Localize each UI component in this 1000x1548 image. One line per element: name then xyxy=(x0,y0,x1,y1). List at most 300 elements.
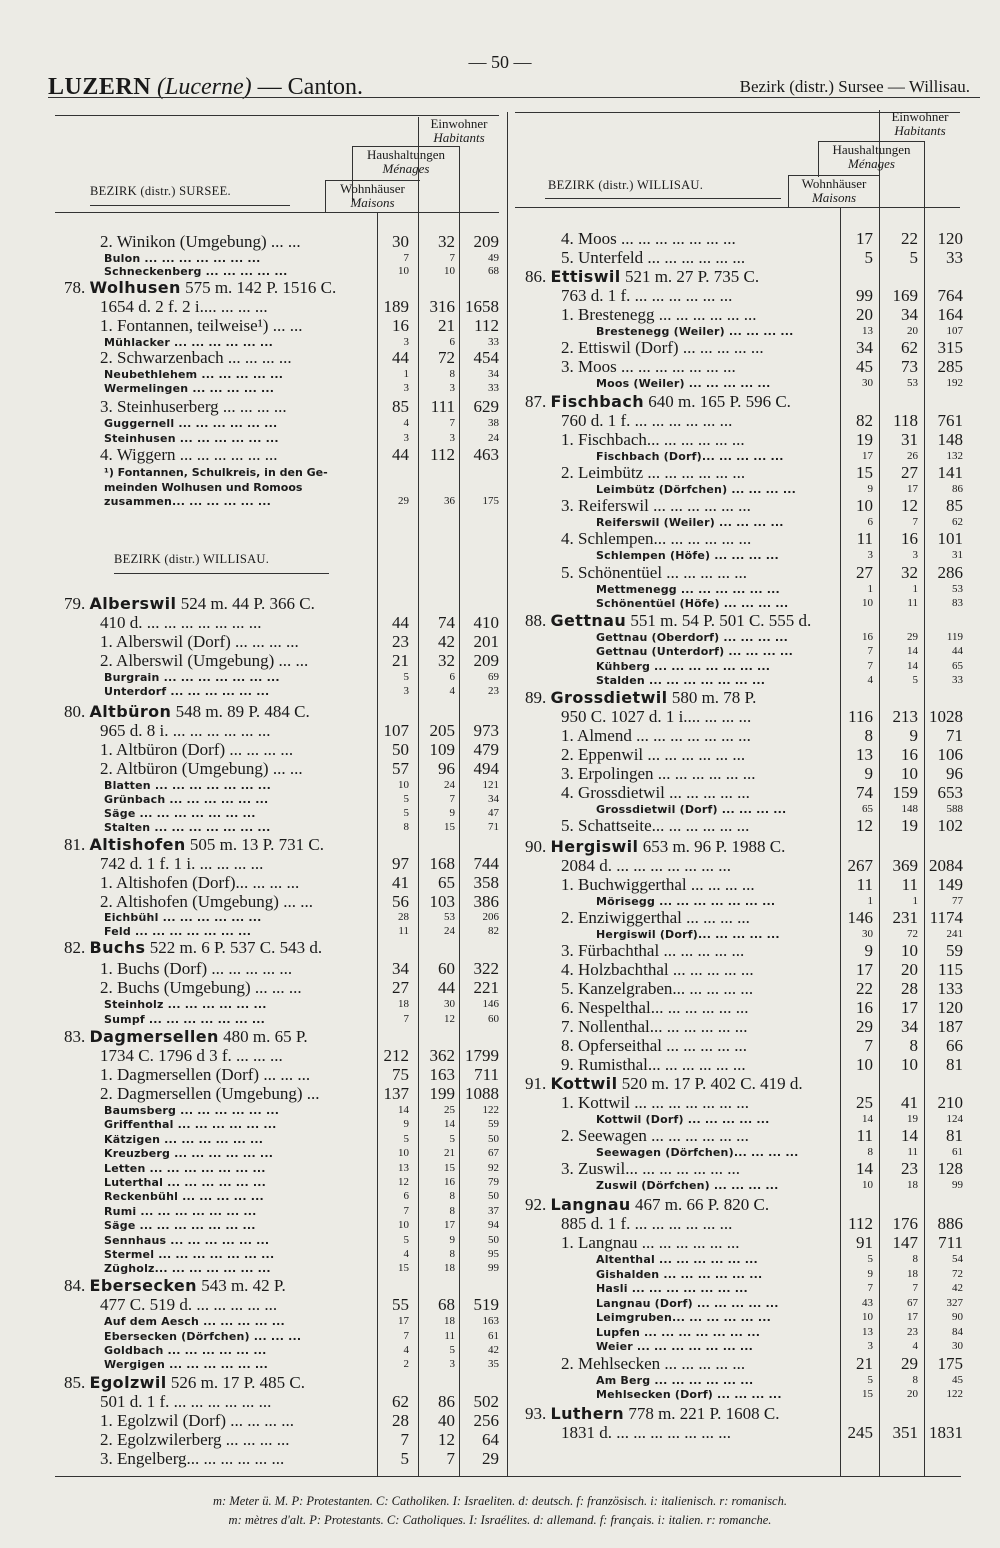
row-label: Kottwil (Dorf) ... ... ... ... ... xyxy=(596,1113,770,1126)
row-label: 3. Reiferswil ... ... ... ... ... ... xyxy=(561,496,751,515)
header-canton-french: (Lucerne) xyxy=(157,74,252,100)
haushaltungen-value: 7 xyxy=(449,793,455,805)
haushaltungen-value: 112 xyxy=(430,445,455,464)
wohnhaeuser-value: 7 xyxy=(867,1282,873,1294)
einwohner-value: 81 xyxy=(946,1055,963,1074)
wohnhaeuser-value: 1 xyxy=(867,583,873,595)
einwohner-value: 59 xyxy=(488,1118,499,1130)
haushaltungen-value: 19 xyxy=(907,1113,918,1125)
einwohner-value: 322 xyxy=(473,959,499,978)
left-header-bottom-rule xyxy=(55,212,499,213)
district-willisau-underline-left xyxy=(114,573,329,574)
einwohner-value: 38 xyxy=(488,417,499,429)
haushaltungen-value: 231 xyxy=(892,908,918,927)
haushaltungen-value: 316 xyxy=(429,297,455,316)
einwohner-value: 86 xyxy=(952,483,963,495)
einwohner-value: 101 xyxy=(937,529,963,548)
haushaltungen-value: 10 xyxy=(901,941,918,960)
haushaltungen-value: 9 xyxy=(909,726,918,745)
einwohner-value: 34 xyxy=(488,793,499,805)
row-label: Moos (Weiler) ... ... ... ... ... xyxy=(596,377,771,390)
einwohner-value: 112 xyxy=(474,316,499,335)
row-label: Wergigen ... ... ... ... ... ... xyxy=(104,1358,269,1371)
row-label: 763 d. 1 f. ... ... ... ... ... ... xyxy=(561,286,733,305)
right-col-haushaltungen xyxy=(818,143,925,171)
row-label xyxy=(525,392,838,412)
municipality-name: Fischbach xyxy=(550,392,645,411)
haushaltungen-value: 169 xyxy=(892,286,918,305)
left-einwohner-label: Einwohner xyxy=(430,116,488,131)
wohnhaeuser-value: 5 xyxy=(867,1253,873,1265)
einwohner-value: 65 xyxy=(952,660,963,672)
haushaltungen-value: 3 xyxy=(449,432,455,444)
einwohner-value: 42 xyxy=(952,1282,963,1294)
municipality-name: Ettiswil xyxy=(550,267,621,286)
wohnhaeuser-value: 3 xyxy=(403,432,409,444)
einwohner-value: 1658 xyxy=(465,297,499,316)
row-label xyxy=(64,278,376,298)
wohnhaeuser-value: 10 xyxy=(862,1179,873,1191)
haushaltungen-value: 3 xyxy=(449,1358,455,1370)
municipality-number: 84. xyxy=(64,1276,90,1295)
einwohner-value: 94 xyxy=(488,1219,499,1231)
wohnhaeuser-value: 3 xyxy=(867,549,873,561)
einwohner-value: 1174 xyxy=(929,908,963,927)
municipality-details: 467 m. 66 P. 820 C. xyxy=(630,1195,770,1214)
row-label: 4. Moos ... ... ... ... ... ... ... xyxy=(561,229,736,248)
municipality-name: Alberswil xyxy=(89,594,177,613)
haushaltungen-value: 3 xyxy=(449,382,455,394)
municipality-details: 522 m. 6 P. 537 C. 543 d. xyxy=(145,938,323,957)
wohnhaeuser-value: 6 xyxy=(403,1190,409,1202)
einwohner-value: 120 xyxy=(937,229,963,248)
row-label: Sennhaus ... ... ... ... ... ... xyxy=(104,1234,270,1247)
haushaltungen-value: 96 xyxy=(438,759,455,778)
einwohner-value: 973 xyxy=(473,721,499,740)
einwohner-value: 79 xyxy=(488,1176,499,1188)
haushaltungen-value: 36 xyxy=(444,495,455,507)
right-habitants-label: Habitants xyxy=(894,123,946,138)
einwohner-value: 119 xyxy=(946,631,963,643)
municipality-details: 505 m. 13 P. 731 C. xyxy=(185,835,324,854)
row-label: 4. Holzbachthal ... ... ... ... ... xyxy=(561,960,754,979)
municipality-name: Gettnau xyxy=(550,611,627,630)
einwohner-value: 37 xyxy=(488,1205,499,1217)
einwohner-value: 84 xyxy=(952,1326,963,1338)
haushaltungen-value: 16 xyxy=(901,529,918,548)
municipality-number: 91. xyxy=(525,1074,551,1093)
right-vline-haushaltungen-top xyxy=(818,141,819,177)
municipality-number: 90. xyxy=(525,837,551,856)
wohnhaeuser-value: 9 xyxy=(403,1118,409,1130)
row-label: 3. Engelberg... ... ... ... ... ... xyxy=(100,1449,285,1468)
einwohner-value: 121 xyxy=(482,779,499,791)
einwohner-value: 192 xyxy=(946,377,963,389)
einwohner-value: 30 xyxy=(952,1340,963,1352)
einwohner-value: 69 xyxy=(488,671,499,683)
haushaltungen-value: 20 xyxy=(907,1388,918,1400)
haushaltungen-value: 15 xyxy=(444,821,455,833)
wohnhaeuser-value: 15 xyxy=(856,463,873,482)
row-label: 9. Rumisthal... ... ... ... ... ... xyxy=(561,1055,746,1074)
wohnhaeuser-value: 17 xyxy=(398,1315,409,1327)
municipality-details: 575 m. 142 P. 1516 C. xyxy=(180,278,337,297)
row-label: 1. Fontannen, teilweise¹) ... ... xyxy=(100,316,303,335)
row-label: 1. Fischbach... ... ... ... ... ... xyxy=(561,430,745,449)
wohnhaeuser-value: 30 xyxy=(862,928,873,940)
einwohner-value: 31 xyxy=(952,549,963,561)
municipality-name: Buchs xyxy=(89,938,146,957)
row-label: Schneckenberg ... ... ... ... ... xyxy=(104,265,288,278)
row-label: Langnau (Dorf) ... ... ... ... ... xyxy=(596,1297,779,1310)
einwohner-value: 115 xyxy=(938,960,963,979)
wohnhaeuser-value: 11 xyxy=(398,925,409,937)
row-label xyxy=(64,594,376,614)
einwohner-value: 711 xyxy=(938,1233,963,1252)
haushaltungen-value: 26 xyxy=(907,450,918,462)
haushaltungen-value: 11 xyxy=(901,875,918,894)
wohnhaeuser-value: 5 xyxy=(403,1234,409,1246)
einwohner-value: 761 xyxy=(937,411,963,430)
left-rule-wohnhaeuser xyxy=(325,180,420,181)
wohnhaeuser-value: 2 xyxy=(403,1358,409,1370)
row-label: 885 d. 1 f. ... ... ... ... ... ... xyxy=(561,1214,733,1233)
haushaltungen-value: 12 xyxy=(901,496,918,515)
row-label: Fischbach (Dorf)... ... ... ... ... xyxy=(596,450,784,463)
left-haushaltungen-label: Haushaltungen xyxy=(367,147,445,162)
municipality-details: 548 m. 89 P. 484 C. xyxy=(171,702,310,721)
row-label: 4. Schlempen... ... ... ... ... ... xyxy=(561,529,752,548)
wohnhaeuser-value: 116 xyxy=(848,707,873,726)
einwohner-value: 149 xyxy=(937,875,963,894)
left-col-wohnhaeuser xyxy=(325,182,420,210)
row-label: 1. Alberswil (Dorf) ... ... ... ... xyxy=(100,632,299,651)
haushaltungen-value: 67 xyxy=(907,1297,918,1309)
haushaltungen-value: 7 xyxy=(449,252,455,264)
wohnhaeuser-value: 27 xyxy=(856,563,873,582)
row-label: 2. Alberswil (Umgebung) ... ... xyxy=(100,651,309,670)
wohnhaeuser-value: 14 xyxy=(398,1104,409,1116)
einwohner-value: 24 xyxy=(488,432,499,444)
row-label: 2. Schwarzenbach ... ... ... ... xyxy=(100,348,292,367)
row-label: Gettnau (Oberdorf) ... ... ... ... xyxy=(596,631,788,644)
einwohner-value: 60 xyxy=(488,1013,499,1025)
right-wohnhaeuser-label: Wohnhäuser xyxy=(801,176,867,191)
wohnhaeuser-value: 7 xyxy=(864,1036,873,1055)
wohnhaeuser-value: 5 xyxy=(864,248,873,267)
wohnhaeuser-value: 14 xyxy=(856,1159,873,1178)
einwohner-value: 1799 xyxy=(465,1046,499,1065)
row-label: Feld ... ... ... ... ... ... ... xyxy=(104,925,252,938)
haushaltungen-value: 4 xyxy=(449,685,455,697)
row-label: meinden Wolhusen und Romoos xyxy=(104,481,303,494)
haushaltungen-value: 10 xyxy=(901,1055,918,1074)
einwohner-value: 106 xyxy=(937,745,963,764)
row-label xyxy=(525,1404,838,1424)
table-bottom-rule xyxy=(55,1476,961,1477)
wohnhaeuser-value: 15 xyxy=(862,1388,873,1400)
row-label: 1. Altbüron (Dorf) ... ... ... ... xyxy=(100,740,294,759)
row-label: Baumsberg ... ... ... ... ... ... xyxy=(104,1104,280,1117)
einwohner-value: 81 xyxy=(946,1126,963,1145)
einwohner-value: 463 xyxy=(473,445,499,464)
row-label: Reckenbühl ... ... ... ... ... xyxy=(104,1190,264,1203)
municipality-name: Altbüron xyxy=(89,702,172,721)
row-label: 4. Wiggern ... ... ... ... ... ... xyxy=(100,445,278,464)
haushaltungen-value: 1 xyxy=(912,583,918,595)
einwohner-value: 23 xyxy=(488,685,499,697)
left-menages-label: Ménages xyxy=(382,161,430,176)
wohnhaeuser-value: 146 xyxy=(847,908,873,927)
wohnhaeuser-value: 17 xyxy=(862,450,873,462)
left-col-haushaltungen xyxy=(352,148,460,176)
einwohner-value: 206 xyxy=(482,911,499,923)
municipality-details: 653 m. 96 P. 1988 C. xyxy=(638,837,786,856)
einwohner-value: 50 xyxy=(488,1234,499,1246)
wohnhaeuser-value: 5 xyxy=(403,793,409,805)
einwohner-value: 45 xyxy=(952,1374,963,1386)
wohnhaeuser-value: 112 xyxy=(848,1214,873,1233)
haushaltungen-value: 4 xyxy=(912,1340,918,1352)
row-label xyxy=(525,837,838,857)
einwohner-value: 128 xyxy=(937,1159,963,1178)
municipality-details: 551 m. 54 P. 501 C. 555 d. xyxy=(626,611,812,630)
left-rule-haushaltungen xyxy=(352,146,460,147)
row-label: 1. Buchs (Dorf) ... ... ... ... ... xyxy=(100,959,293,978)
right-maisons-label: Maisons xyxy=(811,190,857,205)
einwohner-value: 47 xyxy=(488,807,499,819)
row-label: Stalden ... ... ... ... ... ... ... xyxy=(596,674,766,687)
row-label: Luterthal ... ... ... ... ... ... xyxy=(104,1176,267,1189)
haushaltungen-value: 14 xyxy=(907,645,918,657)
row-label: 2084 d. ... ... ... ... ... ... ... xyxy=(561,856,731,875)
row-label: Hergiswil (Dorf)... ... ... ... ... xyxy=(596,928,780,941)
haushaltungen-value: 32 xyxy=(901,563,918,582)
haushaltungen-value: 53 xyxy=(444,911,455,923)
haushaltungen-value: 159 xyxy=(892,783,918,802)
einwohner-value: 327 xyxy=(946,1297,963,1309)
wohnhaeuser-value: 65 xyxy=(862,803,873,815)
haushaltungen-value: 20 xyxy=(907,325,918,337)
einwohner-value: 83 xyxy=(952,597,963,609)
row-label: 3. Erpolingen ... ... ... ... ... ... xyxy=(561,764,756,783)
row-label: 410 d. ... ... ... ... ... ... ... xyxy=(100,613,262,632)
haushaltungen-value: 103 xyxy=(429,892,455,911)
row-label: 2. Altbüron (Umgebung) ... ... xyxy=(100,759,303,778)
row-label: Leimbütz (Dörfchen) ... ... ... ... xyxy=(596,483,796,496)
haushaltungen-value: 74 xyxy=(438,613,455,632)
header-canton-name: LUZERN xyxy=(48,74,152,100)
einwohner-value: 44 xyxy=(952,645,963,657)
einwohner-value: 67 xyxy=(488,1147,499,1159)
wohnhaeuser-value: 3 xyxy=(403,336,409,348)
wohnhaeuser-value: 4 xyxy=(403,1344,409,1356)
right-rule-wohnhaeuser xyxy=(788,175,880,176)
wohnhaeuser-value: 7 xyxy=(867,660,873,672)
row-label: Säge ... ... ... ... ... ... ... xyxy=(104,807,256,820)
einwohner-value: 744 xyxy=(473,854,499,873)
einwohner-value: 886 xyxy=(937,1214,963,1233)
haushaltungen-value: 34 xyxy=(901,1017,918,1036)
einwohner-value: 99 xyxy=(952,1179,963,1191)
einwohner-value: 50 xyxy=(488,1133,499,1145)
row-label: 2. Enziwiggerthal ... ... ... ... xyxy=(561,908,750,927)
einwohner-value: 141 xyxy=(937,463,963,482)
row-label: Gishalden ... ... ... ... ... ... xyxy=(596,1268,763,1281)
right-menages-label: Ménages xyxy=(848,156,895,171)
row-label: Wermelingen ... ... ... ... ... xyxy=(104,382,275,395)
footnote-german: m: Meter ü. M. P: Protestanten. C: Catholiken. I: Israeliten. d: deutsch. f: französisch. i: italienisch. r: romanisch. xyxy=(213,1494,787,1508)
einwohner-value: 90 xyxy=(952,1311,963,1323)
municipality-details: 521 m. 27 P. 735 C. xyxy=(620,267,760,286)
wohnhaeuser-value: 13 xyxy=(856,745,873,764)
wohnhaeuser-value: 75 xyxy=(392,1065,409,1084)
haushaltungen-value: 6 xyxy=(449,336,455,348)
wohnhaeuser-value: 1 xyxy=(867,895,873,907)
haushaltungen-value: 8 xyxy=(449,1205,455,1217)
municipality-number: 89. xyxy=(525,688,551,707)
row-label: Letten ... ... ... ... ... ... ... xyxy=(104,1162,266,1175)
wohnhaeuser-value: 13 xyxy=(398,1162,409,1174)
haushaltungen-value: 24 xyxy=(444,925,455,937)
einwohner-value: 92 xyxy=(488,1162,499,1174)
wohnhaeuser-value: 9 xyxy=(867,483,873,495)
haushaltungen-value: 42 xyxy=(438,632,455,651)
wohnhaeuser-value: 18 xyxy=(398,998,409,1010)
haushaltungen-value: 18 xyxy=(444,1262,455,1274)
row-label: Mehlsecken (Dorf) ... ... ... ... xyxy=(596,1388,782,1401)
wohnhaeuser-value: 7 xyxy=(400,1430,409,1449)
row-label: Lupfen ... ... ... ... ... ... ... xyxy=(596,1326,761,1339)
row-label: zusammen... ... ... ... ... ... xyxy=(104,495,271,508)
einwohner-value: 82 xyxy=(488,925,499,937)
haushaltungen-value: 18 xyxy=(444,1315,455,1327)
municipality-details: 543 m. 42 P. xyxy=(196,1276,286,1295)
municipality-name: Ebersecken xyxy=(89,1276,197,1295)
haushaltungen-value: 14 xyxy=(901,1126,918,1145)
municipality-details: 778 m. 221 P. 1608 C. xyxy=(624,1404,780,1423)
haushaltungen-value: 29 xyxy=(901,1354,918,1373)
wohnhaeuser-value: 29 xyxy=(856,1017,873,1036)
district-willisau-heading-right: BEZIRK (distr.) WILLISAU. xyxy=(548,178,704,192)
haushaltungen-value: 351 xyxy=(892,1423,918,1442)
haushaltungen-value: 18 xyxy=(907,1268,918,1280)
wohnhaeuser-value: 7 xyxy=(867,645,873,657)
wohnhaeuser-value: 44 xyxy=(392,613,409,632)
district-sursee-underline xyxy=(90,205,290,206)
row-label: Rumi ... ... ... ... ... ... ... xyxy=(104,1205,257,1218)
einwohner-value: 54 xyxy=(952,1253,963,1265)
right-vline-wohnhaeuser-top xyxy=(788,175,789,207)
municipality-number: 93. xyxy=(525,1404,551,1423)
einwohner-value: 33 xyxy=(488,336,499,348)
haushaltungen-value: 60 xyxy=(438,959,455,978)
row-label: 5. Unterfeld ... ... ... ... ... ... xyxy=(561,248,746,267)
wohnhaeuser-value: 82 xyxy=(856,411,873,430)
einwohner-value: 146 xyxy=(482,998,499,1010)
einwohner-value: 175 xyxy=(482,495,499,507)
einwohner-value: 122 xyxy=(482,1104,499,1116)
haushaltungen-value: 14 xyxy=(907,660,918,672)
wohnhaeuser-value: 9 xyxy=(864,941,873,960)
municipality-details: 520 m. 17 P. 402 C. 419 d. xyxy=(617,1074,803,1093)
row-label: Eichbühl ... ... ... ... ... ... xyxy=(104,911,262,924)
wohnhaeuser-value: 85 xyxy=(392,397,409,416)
wohnhaeuser-value: 21 xyxy=(392,651,409,670)
wohnhaeuser-value: 4 xyxy=(867,674,873,686)
row-label: Steinholz ... ... ... ... ... ... xyxy=(104,998,267,1011)
wohnhaeuser-value: 22 xyxy=(856,979,873,998)
haushaltungen-value: 17 xyxy=(901,998,918,1017)
right-col-wohnhaeuser xyxy=(788,177,880,205)
municipality-name: Langnau xyxy=(550,1195,631,1214)
einwohner-value: 241 xyxy=(946,928,963,940)
wohnhaeuser-value: 10 xyxy=(862,1311,873,1323)
row-label xyxy=(64,1027,376,1047)
haushaltungen-value: 8 xyxy=(912,1253,918,1265)
einwohner-value: 61 xyxy=(488,1330,499,1342)
haushaltungen-value: 118 xyxy=(893,411,918,430)
row-label xyxy=(525,1195,838,1215)
einwohner-value: 410 xyxy=(473,613,499,632)
row-label: Goldbach ... ... ... ... ... ... xyxy=(104,1344,267,1357)
wohnhaeuser-value: 3 xyxy=(867,1340,873,1352)
header-canton-suffix: — Canton. xyxy=(257,74,363,100)
wohnhaeuser-value: 5 xyxy=(403,1133,409,1145)
row-label xyxy=(64,938,376,958)
row-label: 1. Egolzwil (Dorf) ... ... ... ... xyxy=(100,1411,295,1430)
einwohner-value: 59 xyxy=(946,941,963,960)
haushaltungen-value: 68 xyxy=(438,1295,455,1314)
wohnhaeuser-value: 13 xyxy=(862,325,873,337)
municipality-details: 580 m. 78 P. xyxy=(667,688,757,707)
einwohner-value: 163 xyxy=(482,1315,499,1327)
einwohner-value: 71 xyxy=(488,821,499,833)
wohnhaeuser-value: 45 xyxy=(856,357,873,376)
einwohner-value: 49 xyxy=(488,252,499,264)
wohnhaeuser-value: 5 xyxy=(403,807,409,819)
einwohner-value: 34 xyxy=(488,368,499,380)
wohnhaeuser-value: 8 xyxy=(867,1146,873,1158)
haushaltungen-value: 28 xyxy=(901,979,918,998)
haushaltungen-value: 17 xyxy=(444,1219,455,1231)
wohnhaeuser-value: 30 xyxy=(862,377,873,389)
row-label: Burgrain ... ... ... ... ... ... ... xyxy=(104,671,280,684)
row-label: 2. Buchs (Umgebung) ... ... ... xyxy=(100,978,302,997)
einwohner-value: 72 xyxy=(952,1268,963,1280)
wohnhaeuser-value: 91 xyxy=(856,1233,873,1252)
wohnhaeuser-value: 21 xyxy=(856,1354,873,1373)
haushaltungen-value: 6 xyxy=(449,671,455,683)
haushaltungen-value: 19 xyxy=(901,816,918,835)
haushaltungen-value: 41 xyxy=(901,1093,918,1112)
row-label xyxy=(64,702,376,722)
einwohner-value: 95 xyxy=(488,1248,499,1260)
row-label: Zuswil (Dörfchen) ... ... ... ... xyxy=(596,1179,779,1192)
row-label: 5. Schattseite... ... ... ... ... ... xyxy=(561,816,750,835)
wohnhaeuser-value: 4 xyxy=(403,417,409,429)
haushaltungen-value: 40 xyxy=(438,1411,455,1430)
row-label xyxy=(525,267,838,287)
wohnhaeuser-value: 10 xyxy=(398,1219,409,1231)
wohnhaeuser-value: 1 xyxy=(403,368,409,380)
right-rule-haushaltungen xyxy=(818,141,925,142)
einwohner-value: 764 xyxy=(937,286,963,305)
haushaltungen-value: 11 xyxy=(907,597,918,609)
einwohner-value: 35 xyxy=(488,1358,499,1370)
wohnhaeuser-value: 8 xyxy=(403,821,409,833)
row-label: Gettnau (Unterdorf) ... ... ... ... xyxy=(596,645,793,658)
